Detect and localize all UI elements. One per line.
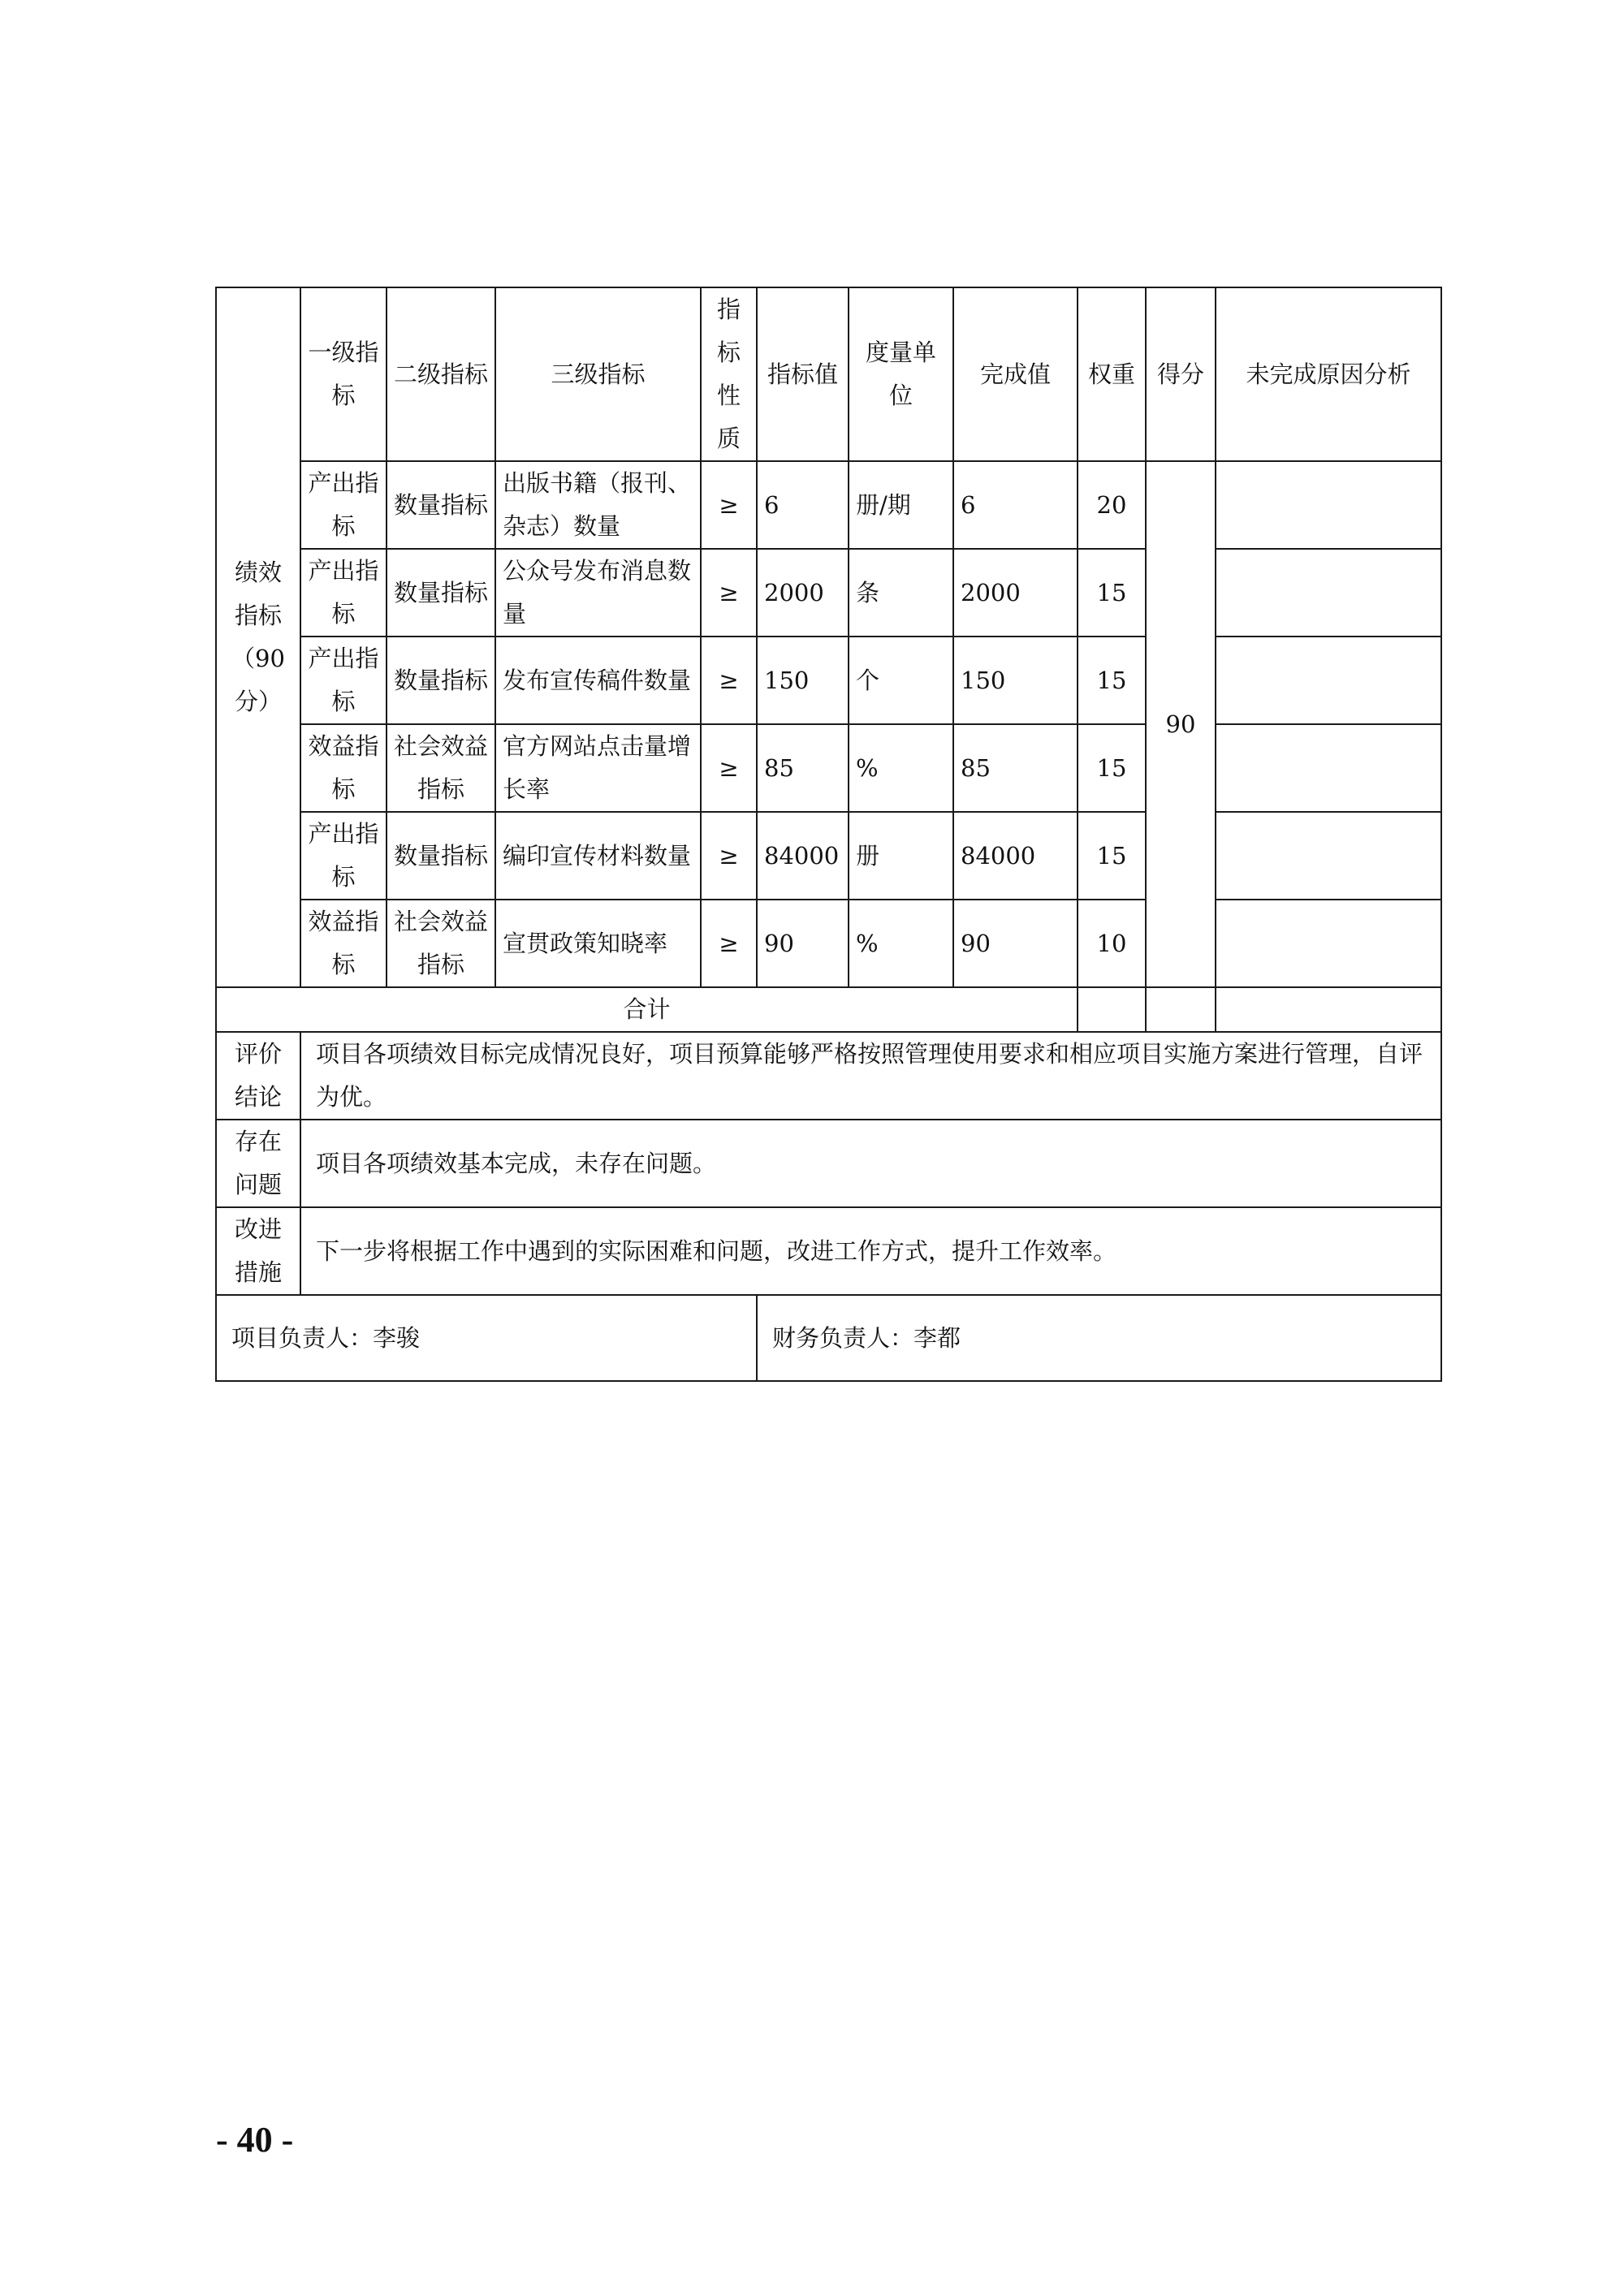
row-actual: 2000: [953, 549, 1078, 637]
row-target: 84000: [757, 812, 849, 900]
signature-row: [216, 1295, 1441, 1381]
total-weight-cell: [1078, 987, 1146, 1032]
row-weight: 20: [1078, 461, 1146, 549]
row-weight: 10: [1078, 900, 1146, 987]
row-target: 6: [757, 461, 849, 549]
row-reason: [1216, 637, 1441, 724]
row-level2: 社会效益指标: [387, 724, 495, 812]
row-actual: 90: [953, 900, 1078, 987]
table-row: [216, 900, 1441, 987]
header-weight: 权重: [1078, 287, 1146, 461]
page-number: - 40 -: [216, 2120, 294, 2160]
row-weight: 15: [1078, 637, 1146, 724]
row-unit: 条: [849, 549, 953, 637]
table-row: [216, 637, 1441, 724]
evaluation-label: 评价结论: [216, 1032, 300, 1120]
row-target: 2000: [757, 549, 849, 637]
project-lead: 项目负责人：李骏: [216, 1295, 757, 1381]
row-actual: 150: [953, 637, 1078, 724]
row-reason: [1216, 812, 1441, 900]
row-level1: 效益指标: [300, 724, 387, 812]
row-nature: ≥: [701, 812, 757, 900]
row-level3: 发布宣传稿件数量: [495, 637, 701, 724]
measures-label: 改进措施: [216, 1207, 300, 1295]
row-weight: 15: [1078, 549, 1146, 637]
table-row: [216, 724, 1441, 812]
header-level3: 三级指标: [495, 287, 701, 461]
row-level3: 编印宣传材料数量: [495, 812, 701, 900]
header-level1: 一级指标: [300, 287, 387, 461]
header-reason: 未完成原因分析: [1216, 287, 1441, 461]
finance-lead: 财务负责人：李都: [757, 1295, 1441, 1381]
row-nature: ≥: [701, 724, 757, 812]
row-actual: 84000: [953, 812, 1078, 900]
row-reason: [1216, 549, 1441, 637]
row-level2: 社会效益指标: [387, 900, 495, 987]
row-level1: 产出指标: [300, 549, 387, 637]
performance-table: [215, 287, 1442, 1382]
row-unit: 个: [849, 637, 953, 724]
row-actual: 85: [953, 724, 1078, 812]
score-cell: 90: [1146, 461, 1216, 987]
measures-text: 下一步将根据工作中遇到的实际困难和问题，改进工作方式，提升工作效率。: [300, 1207, 1441, 1295]
row-reason: [1216, 724, 1441, 812]
row-weight: 15: [1078, 812, 1146, 900]
row-level3: 出版书籍（报刊、杂志）数量: [495, 461, 701, 549]
evaluation-row: [216, 1032, 1441, 1120]
total-score-cell: [1146, 987, 1216, 1032]
row-reason: [1216, 900, 1441, 987]
table-row: [216, 461, 1441, 549]
header-score: 得分: [1146, 287, 1216, 461]
header-row: [216, 287, 1441, 461]
row-level1: 产出指标: [300, 812, 387, 900]
row-target: 85: [757, 724, 849, 812]
row-level3: 宣贯政策知晓率: [495, 900, 701, 987]
header-unit: 度量单位: [849, 287, 953, 461]
row-level2: 数量指标: [387, 812, 495, 900]
total-row: [216, 987, 1441, 1032]
row-level1: 产出指标: [300, 637, 387, 724]
header-nature: 指标性质: [701, 287, 757, 461]
header-target: 指标值: [757, 287, 849, 461]
table-row: [216, 549, 1441, 637]
row-target: 150: [757, 637, 849, 724]
row-unit: %: [849, 900, 953, 987]
row-level1: 效益指标: [300, 900, 387, 987]
row-actual: 6: [953, 461, 1078, 549]
category-label-cell: 绩效指标（90分）: [216, 287, 300, 987]
total-reason-cell: [1216, 987, 1441, 1032]
row-nature: ≥: [701, 549, 757, 637]
measures-row: [216, 1207, 1441, 1295]
row-unit: 册/期: [849, 461, 953, 549]
row-nature: ≥: [701, 900, 757, 987]
row-unit: %: [849, 724, 953, 812]
row-level1: 产出指标: [300, 461, 387, 549]
header-actual: 完成值: [953, 287, 1078, 461]
row-target: 90: [757, 900, 849, 987]
row-unit: 册: [849, 812, 953, 900]
evaluation-text: 项目各项绩效目标完成情况良好，项目预算能够严格按照管理使用要求和相应项目实施方案进行管理，自评为优。: [300, 1032, 1441, 1120]
row-level2: 数量指标: [387, 461, 495, 549]
table-row: [216, 812, 1441, 900]
row-reason: [1216, 461, 1441, 549]
row-nature: ≥: [701, 637, 757, 724]
header-level2: 二级指标: [387, 287, 495, 461]
issues-row: [216, 1120, 1441, 1207]
row-weight: 15: [1078, 724, 1146, 812]
row-level2: 数量指标: [387, 549, 495, 637]
issues-text: 项目各项绩效基本完成，未存在问题。: [300, 1120, 1441, 1207]
row-level3: 公众号发布消息数量: [495, 549, 701, 637]
issues-label: 存在问题: [216, 1120, 300, 1207]
row-level3: 官方网站点击量增长率: [495, 724, 701, 812]
row-level2: 数量指标: [387, 637, 495, 724]
total-label: 合计: [216, 987, 1078, 1032]
row-nature: ≥: [701, 461, 757, 549]
